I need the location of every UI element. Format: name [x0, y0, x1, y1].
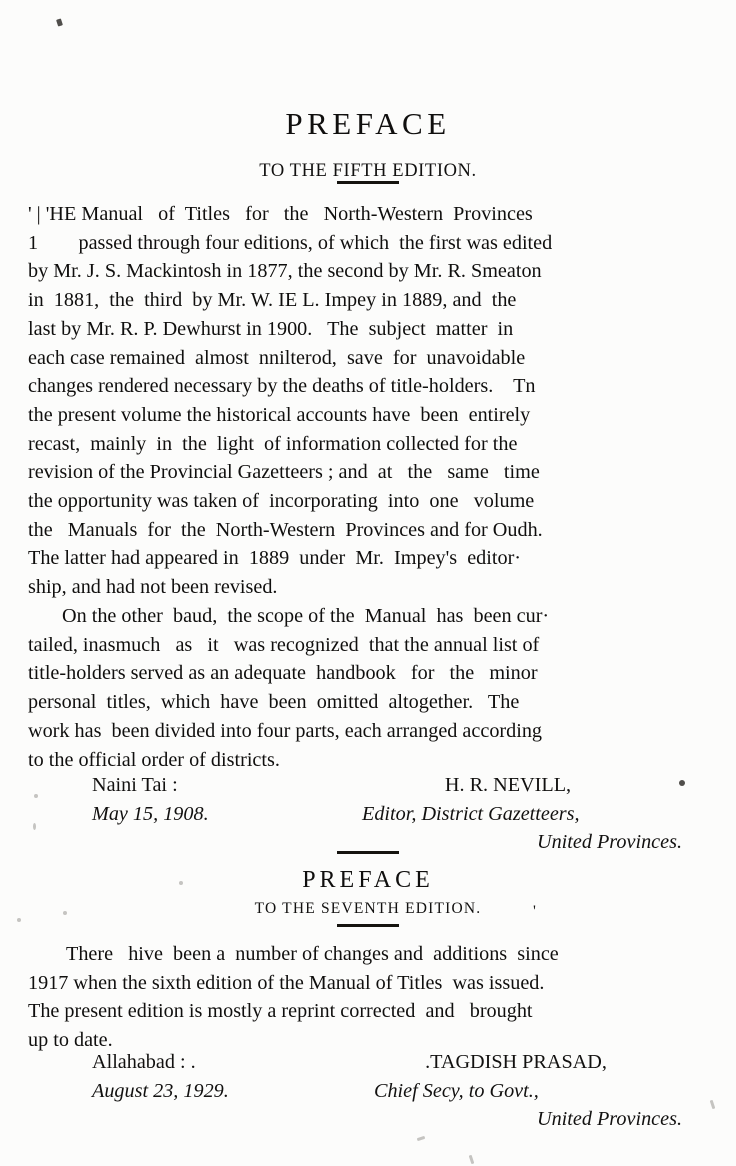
scan-speck [34, 794, 38, 798]
text-line: The present edition is mostly a reprint corrected and brought [28, 1000, 533, 1023]
divider-rule [337, 851, 399, 854]
signature-date: May 15, 1908. [92, 802, 209, 825]
subtitle-fifth-edition: TO THE FIFTH EDITION. [259, 161, 477, 181]
subtitle-seventh-edition: TO THE SEVENTH EDITION. [254, 900, 482, 917]
text-line: the Manuals for the North-Western Provinces and for Oudh. [28, 518, 543, 541]
signature-place-date-second [92, 1048, 229, 1105]
text-line: revision of the Provincial Gazetteers ; and at the same time [28, 461, 540, 484]
stray-quote-mark: ' [533, 903, 536, 920]
preface-second-paragraph [28, 940, 708, 1055]
text-line: 1 passed through four editions, of which the first was edited [28, 231, 553, 254]
text-line: in 1881, the third by Mr. W. IE L. Impey in 1889, and the [28, 289, 517, 312]
signature-date: August 23, 1929. [92, 1079, 229, 1102]
text-line: ' | 'HE Manual of Titles for the North-Western Provinces [28, 203, 533, 225]
text-line: personal titles, which have been omitted altogether. The [28, 691, 520, 714]
scan-speck [33, 823, 36, 830]
text-line: 1917 when the sixth edition of the Manual of Titles was issued. [28, 971, 545, 994]
text-line: There hive been a number of changes and additions since [66, 943, 559, 965]
signature-region: United Provinces. [536, 1108, 682, 1130]
signature-role: Chief Secy, to Govt., [374, 1079, 539, 1102]
text-line: to the official order of districts. [28, 748, 280, 771]
preface-first-paragraph-2 [28, 602, 708, 774]
preface-first-paragraph-1 [28, 200, 708, 602]
signature-place: Allahabad : . [92, 1051, 196, 1073]
text-line: On the other baud, the scope of the Manual has been cur· [62, 605, 550, 627]
text-line: The latter had appeared in 1889 under Mr. Impey's editor· [28, 547, 522, 570]
text-line: recast, mainly in the light of information collected for the [28, 432, 518, 455]
text-line: last by Mr. R. P. Dewhurst in 1900. The subject matter in [28, 317, 514, 340]
divider-rule [337, 181, 399, 184]
text-line: the present volume the historical accounts have been entirely [28, 403, 531, 426]
text-line: by Mr. J. S. Mackintosh in 1877, the second by Mr. R. Smeaton [28, 260, 542, 283]
signature-name-role-second [362, 1048, 692, 1134]
text-line: up to date. [28, 1029, 113, 1052]
scan-speck [710, 1100, 716, 1109]
scan-speck [417, 1136, 426, 1141]
page-title-preface-second: PREFACE [302, 867, 434, 893]
divider-rule [337, 924, 399, 927]
text-line: tailed, inasmuch as it was recognized that the annual list of [28, 633, 540, 656]
signature-region: United Provinces. [536, 831, 682, 853]
page-title-preface-first: PREFACE [285, 106, 451, 141]
scan-speck [56, 18, 63, 26]
text-line: work has been divided into four parts, each arranged according [28, 719, 543, 742]
signature-place: Naini Tai : [92, 774, 178, 796]
signature-name: H. R. NEVILL, [444, 774, 572, 796]
signature-place-date-first [92, 771, 209, 828]
signature-name-role-first [362, 771, 692, 857]
signature-role: Editor, District Gazetteers, [362, 802, 580, 825]
scan-speck [469, 1155, 475, 1164]
text-line: title-holders served as an adequate handbook for the minor [28, 662, 538, 685]
text-line: ship, and had not been revised. [28, 576, 278, 599]
text-line: each case remained almost nnilterod, save for unavoidable [28, 346, 526, 369]
signature-name: .TAGDISH PRASAD, [425, 1051, 607, 1073]
scan-speck [17, 918, 21, 922]
text-line: changes rendered necessary by the deaths of title-holders. Tn [28, 375, 536, 398]
text-line: the opportunity was taken of incorporating into one volume [28, 490, 535, 513]
